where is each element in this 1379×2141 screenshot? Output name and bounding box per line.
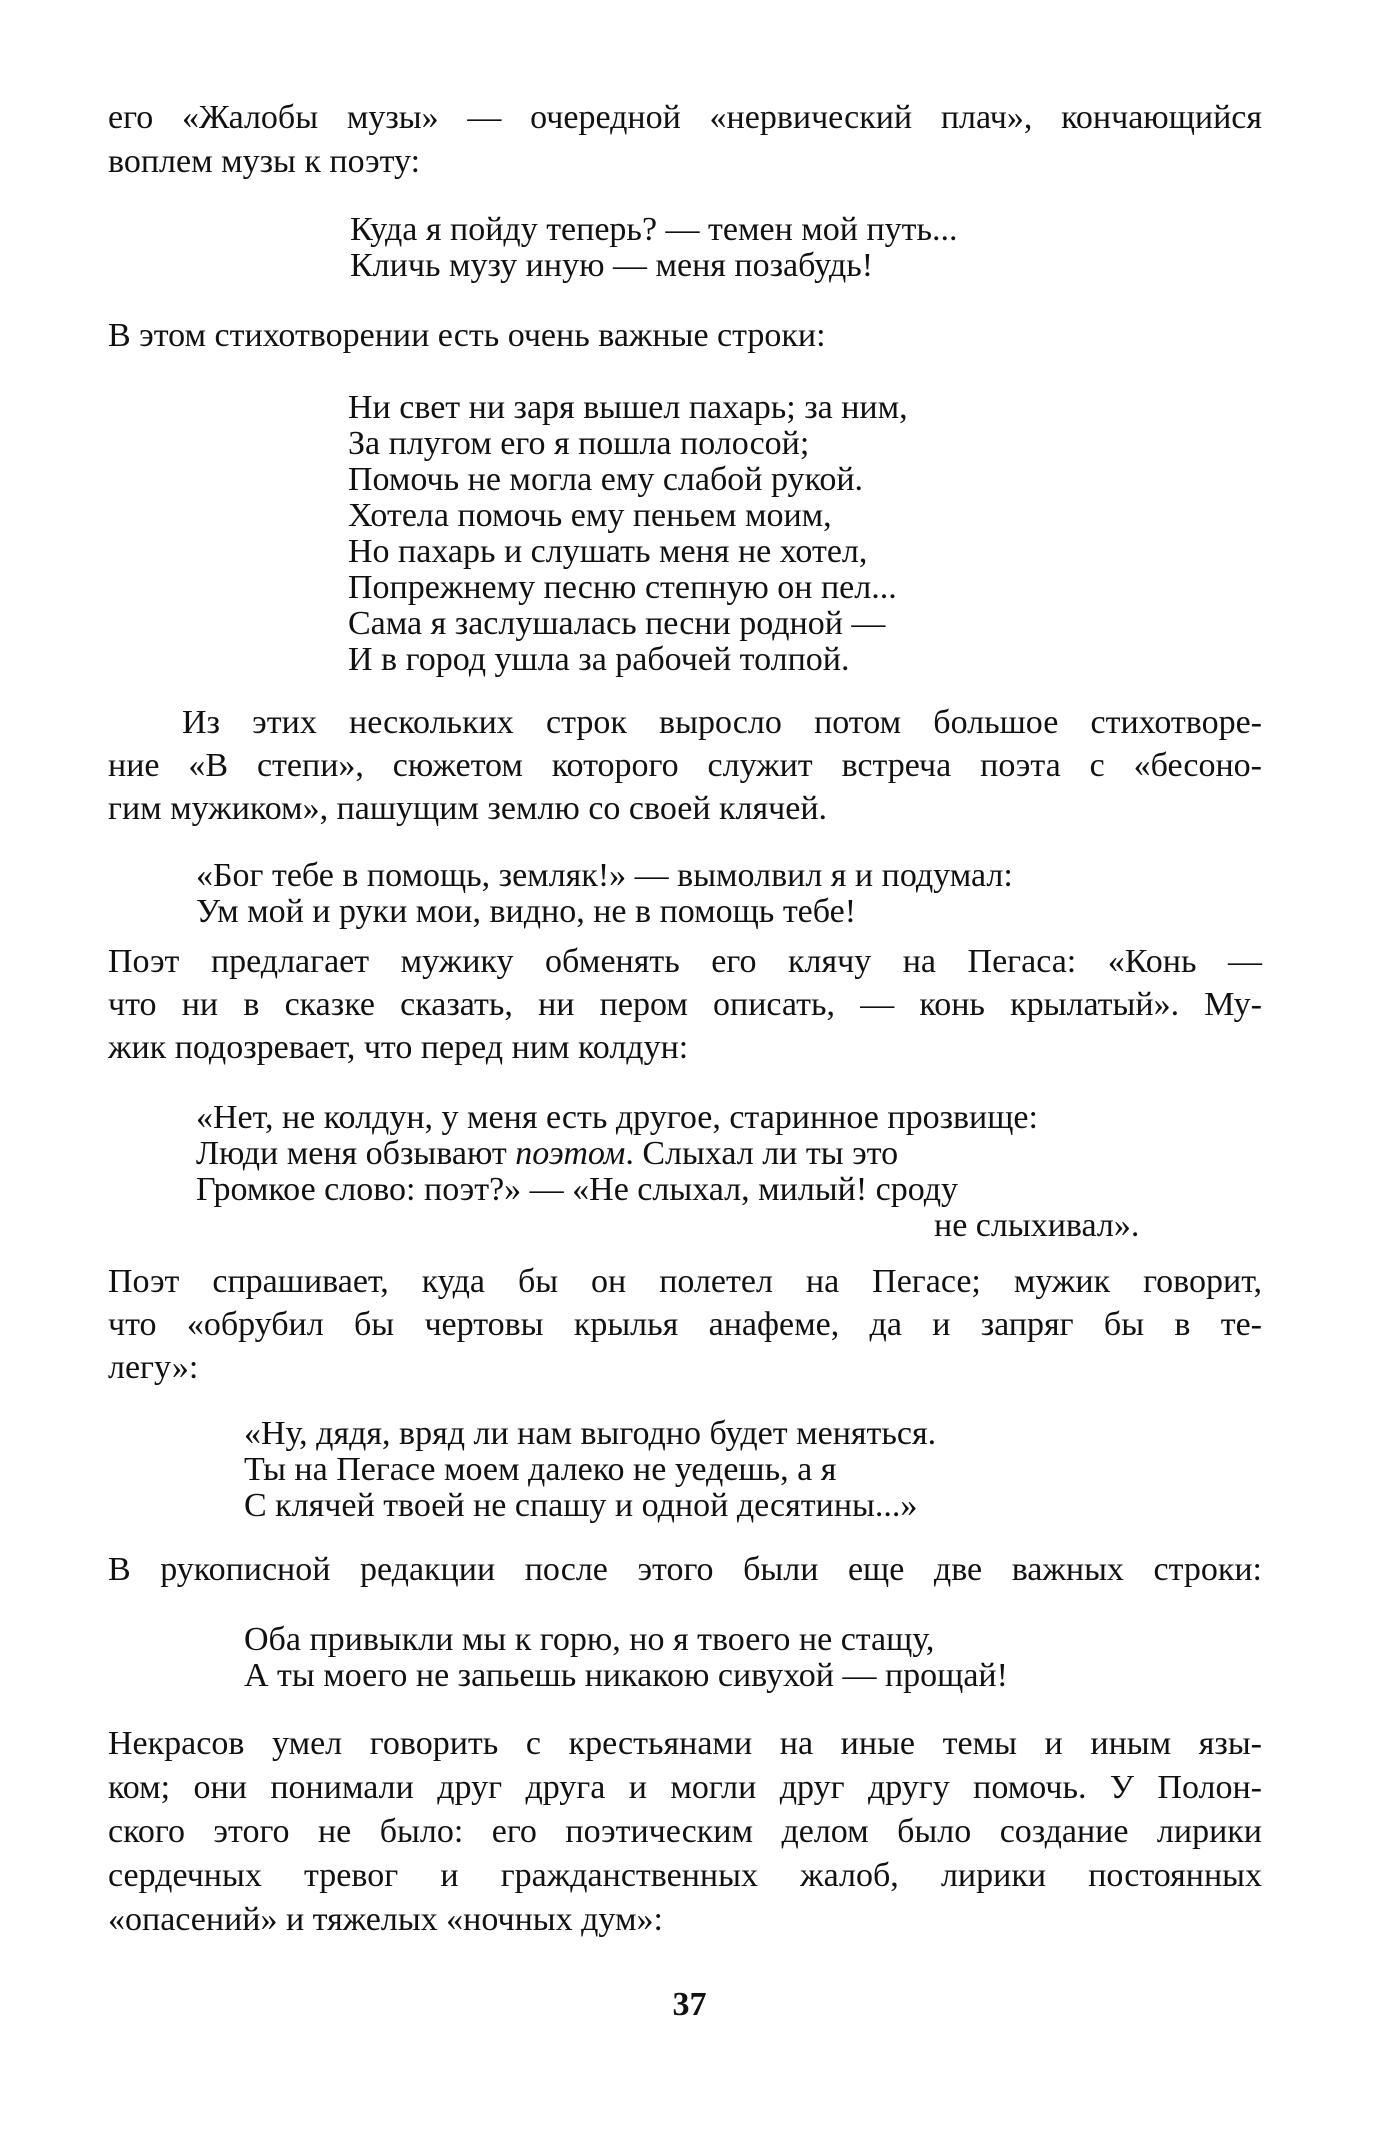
page-number: 37 [672, 1986, 707, 2023]
text-line: Из этих нескольких строк выросло потом большое стихотворе- [182, 704, 1262, 741]
verse-line: Ум мой и руки мои, видно, не в помощь тебе! [196, 893, 857, 930]
verse-line: Ни свет ни заря вышел пахарь; за ним, [348, 389, 908, 426]
verse-line: Оба привыкли мы к горю, но я твоего не стащу, [244, 1621, 935, 1658]
verse-line [196, 1136, 898, 1172]
verse-line: Куда я пойду теперь? — темен мой путь... [350, 211, 958, 248]
text-line: ние «В степи», сюжетом которого служит встреча поэта с «бесоно- [108, 747, 1262, 784]
verse-line: С клячей твоей не спашу и одной десятины...» [244, 1487, 918, 1524]
text-line: «опасений» и тяжелых «ночных дум»: [108, 1901, 663, 1938]
verse-line: Помочь не могла ему слабой рукой. [348, 461, 864, 498]
text-line: Некрасов умел говорить с крестьянами на иные темы и иным язы- [108, 1725, 1262, 1762]
text-line: ского этого не было: его поэтическим делом было создание лирики [108, 1813, 1262, 1850]
verse-text: . Слыхал ли ты это [625, 1135, 899, 1172]
text-line: легу»: [108, 1349, 199, 1386]
text-line: Поэт предлагает мужику обменять его клячу на Пегаса: «Конь — [108, 943, 1262, 980]
verse-line: Сама я заслушалась песни родной — [348, 605, 886, 642]
verse-line: А ты моего не запьешь никакою сивухой — прощай! [244, 1657, 1008, 1694]
verse-line: Попрежнему песню степную он пел... [348, 569, 897, 606]
text-line: его «Жалобы музы» — очередной «нервический плач», кончающийся [108, 99, 1262, 136]
text-line: ком; они понимали друг друга и могли друг другу помочь. У Полон- [108, 1769, 1262, 1806]
verse-line: «Бог тебе в помощь, земляк!» — вымолвил я и подумал: [196, 857, 1013, 894]
text-line: что «обрубил бы чертовы крылья анафеме, да и запряг бы в те- [108, 1306, 1262, 1343]
text-line: воплем музы к поэту: [108, 143, 421, 180]
text-line: что ни в сказке сказать, ни пером описать, — конь крылатый». Му- [108, 986, 1262, 1023]
verse-line: Ты на Пегасе моем далеко не уедешь, а я [244, 1451, 837, 1488]
verse-line: Громкое слово: поэт?» — «Не слыхал, милый! сроду [196, 1171, 959, 1208]
verse-line: И в город ушла за рабочей толпой. [348, 641, 850, 678]
text-line: жик подозревает, что перед ним колдун: [108, 1029, 689, 1066]
text-line: В этом стихотворении есть очень важные строки: [108, 317, 826, 354]
text-line: сердечных тревог и гражданственных жалоб, лирики постоянных [108, 1857, 1262, 1894]
verse-line: не слыхивал». [934, 1207, 1140, 1244]
verse-line: Кличь музу иную — меня позабудь! [350, 247, 874, 284]
verse-text: Люди меня обзывают [196, 1135, 507, 1172]
text-line: гим мужиком», пашущим землю со своей клячей. [108, 790, 828, 827]
text-line: Поэт спрашивает, куда бы он полетел на Пегасе; мужик говорит, [108, 1263, 1262, 1300]
verse-line: Хотела помочь ему пеньем моим, [348, 497, 832, 534]
text-line: В рукописной редакции после этого были еще две важных строки: [108, 1551, 1262, 1588]
verse-line: «Ну, дядя, вряд ли нам выгодно будет меняться. [244, 1415, 937, 1452]
italic-word: поэтом [515, 1135, 626, 1172]
verse-line: Но пахарь и слушать меня не хотел, [348, 533, 868, 570]
verse-line: «Нет, не колдун, у меня есть другое, старинное прозвище: [196, 1099, 1038, 1136]
verse-line: За плугом его я пошла полосой; [348, 425, 810, 462]
